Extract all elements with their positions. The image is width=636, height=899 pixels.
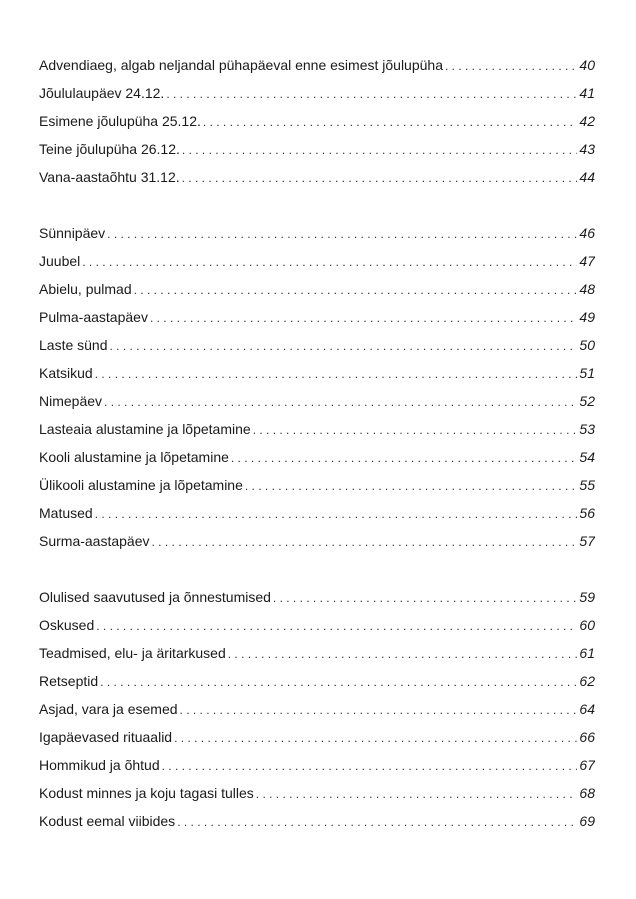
toc-entry-title: Kodust minnes ja koju tagasi tulles [39, 785, 254, 801]
dot-leader [104, 391, 577, 413]
toc-entry [39, 726, 595, 754]
toc-entry-page-number: 47 [579, 253, 595, 269]
dot-leader [96, 615, 577, 637]
toc-entry-page-number: 61 [579, 645, 595, 661]
toc-entry-page-number: 54 [579, 449, 595, 465]
dot-leader [150, 307, 577, 329]
toc-entry [39, 222, 595, 250]
toc-entry-title: Pulma-aastapäev [39, 309, 148, 325]
toc-entry-page-number: 60 [579, 617, 595, 633]
dot-leader [228, 643, 578, 665]
dot-leader [110, 335, 578, 357]
toc-entry-title: Matused [39, 505, 93, 521]
toc-entry [39, 82, 595, 110]
toc-entry [39, 334, 595, 362]
dot-leader [95, 503, 578, 525]
toc-entry [39, 110, 595, 138]
toc-entry-page-number: 56 [579, 505, 595, 521]
toc-entry [39, 754, 595, 782]
dot-leader [256, 783, 578, 805]
toc-entry-title: Oskused [39, 617, 95, 633]
toc-entry [39, 502, 595, 530]
dot-leader [182, 139, 578, 161]
toc-entry-title: Juubel [39, 253, 81, 269]
dot-leader [162, 755, 578, 777]
toc-entry-title: Katsikud [39, 365, 93, 381]
toc-entry [39, 278, 595, 306]
toc-section [39, 222, 595, 558]
toc-entry-page-number: 59 [579, 589, 595, 605]
toc-entry-page-number: 51 [579, 365, 595, 381]
toc-entry-title: Teadmised, elu- ja äritarkused [39, 645, 226, 661]
dot-leader [174, 727, 577, 749]
toc-entry-title: Vana-aastaõhtu 31.12. [39, 169, 180, 185]
toc-entry [39, 530, 595, 558]
dot-leader [253, 419, 578, 441]
toc-entry-page-number: 42 [579, 113, 595, 129]
toc-entry-page-number: 48 [579, 281, 595, 297]
dot-leader [203, 111, 578, 133]
toc-entry-title: Kooli alustamine ja lõpetamine [39, 449, 229, 465]
toc-entry-page-number: 50 [579, 337, 595, 353]
dot-leader [231, 447, 578, 469]
dot-leader [134, 279, 578, 301]
toc-entry [39, 418, 595, 446]
dot-leader [152, 531, 578, 553]
toc-entry-page-number: 44 [579, 169, 595, 185]
dot-leader [245, 475, 578, 497]
toc-entry-title: Advendiaeg, algab neljandal pühapäeval enne esimest jõulupüha [39, 57, 443, 73]
dot-leader [82, 251, 577, 273]
toc-entry-title: Esimene jõulupüha 25.12. [39, 113, 201, 129]
toc-entry-title: Olulised saavutused ja õnnestumised [39, 589, 271, 605]
toc-entry [39, 250, 595, 278]
toc-entry-page-number: 67 [579, 757, 595, 773]
table-of-contents [39, 54, 595, 838]
toc-entry-page-number: 68 [579, 785, 595, 801]
toc-entry-title: Igapäevased rituaalid [39, 729, 173, 745]
toc-entry-page-number: 46 [579, 225, 595, 241]
toc-entry-page-number: 49 [579, 309, 595, 325]
toc-entry [39, 306, 595, 334]
dot-leader [273, 587, 578, 609]
toc-entry-page-number: 64 [579, 701, 595, 717]
toc-entry-title: Kodust eemal viibides [39, 813, 176, 829]
dot-leader [182, 167, 578, 189]
toc-entry [39, 390, 595, 418]
toc-entry [39, 362, 595, 390]
toc-entry-page-number: 62 [579, 673, 595, 689]
toc-entry-title: Asjad, vara ja esemed [39, 701, 178, 717]
toc-entry-page-number: 69 [579, 813, 595, 829]
toc-entry [39, 446, 595, 474]
toc-entry-title: Hommikud ja õhtud [39, 757, 160, 773]
toc-entry-title: Nimepäev [39, 393, 103, 409]
toc-entry-page-number: 43 [579, 141, 595, 157]
toc-entry [39, 782, 595, 810]
dot-leader [180, 699, 578, 721]
dot-leader [95, 363, 578, 385]
toc-entry-title: Laste sünd [39, 337, 108, 353]
toc-entry [39, 138, 595, 166]
dot-leader [100, 671, 577, 693]
toc-entry-page-number: 57 [579, 533, 595, 549]
toc-entry [39, 474, 595, 502]
toc-entry-page-number: 41 [579, 85, 595, 101]
dot-leader [445, 55, 577, 77]
toc-entry-page-number: 66 [579, 729, 595, 745]
toc-entry-title: Retseptid [39, 673, 99, 689]
toc-entry-page-number: 40 [579, 57, 595, 73]
toc-entry-page-number: 52 [579, 393, 595, 409]
dot-leader [177, 811, 577, 833]
toc-entry [39, 642, 595, 670]
toc-entry [39, 586, 595, 614]
toc-entry-title: Lasteaia alustamine ja lõpetamine [39, 421, 251, 437]
toc-entry-title: Abielu, pulmad [39, 281, 132, 297]
toc-entry-title: Sünnipäev [39, 225, 106, 241]
toc-entry [39, 54, 595, 82]
toc-entry-title: Teine jõulupüha 26.12. [39, 141, 180, 157]
toc-entry-title: Ülikooli alustamine ja lõpetamine [39, 477, 243, 493]
toc-entry [39, 614, 595, 642]
toc-entry-title: Jõululaupäev 24.12. [39, 85, 165, 101]
dot-leader [166, 83, 577, 105]
toc-entry [39, 166, 595, 194]
toc-section [39, 586, 595, 838]
toc-entry-page-number: 55 [579, 477, 595, 493]
toc-entry-page-number: 53 [579, 421, 595, 437]
dot-leader [107, 223, 577, 245]
toc-entry-title: Surma-aastapäev [39, 533, 150, 549]
toc-entry [39, 810, 595, 838]
toc-entry [39, 670, 595, 698]
toc-section [39, 54, 595, 194]
toc-entry [39, 698, 595, 726]
